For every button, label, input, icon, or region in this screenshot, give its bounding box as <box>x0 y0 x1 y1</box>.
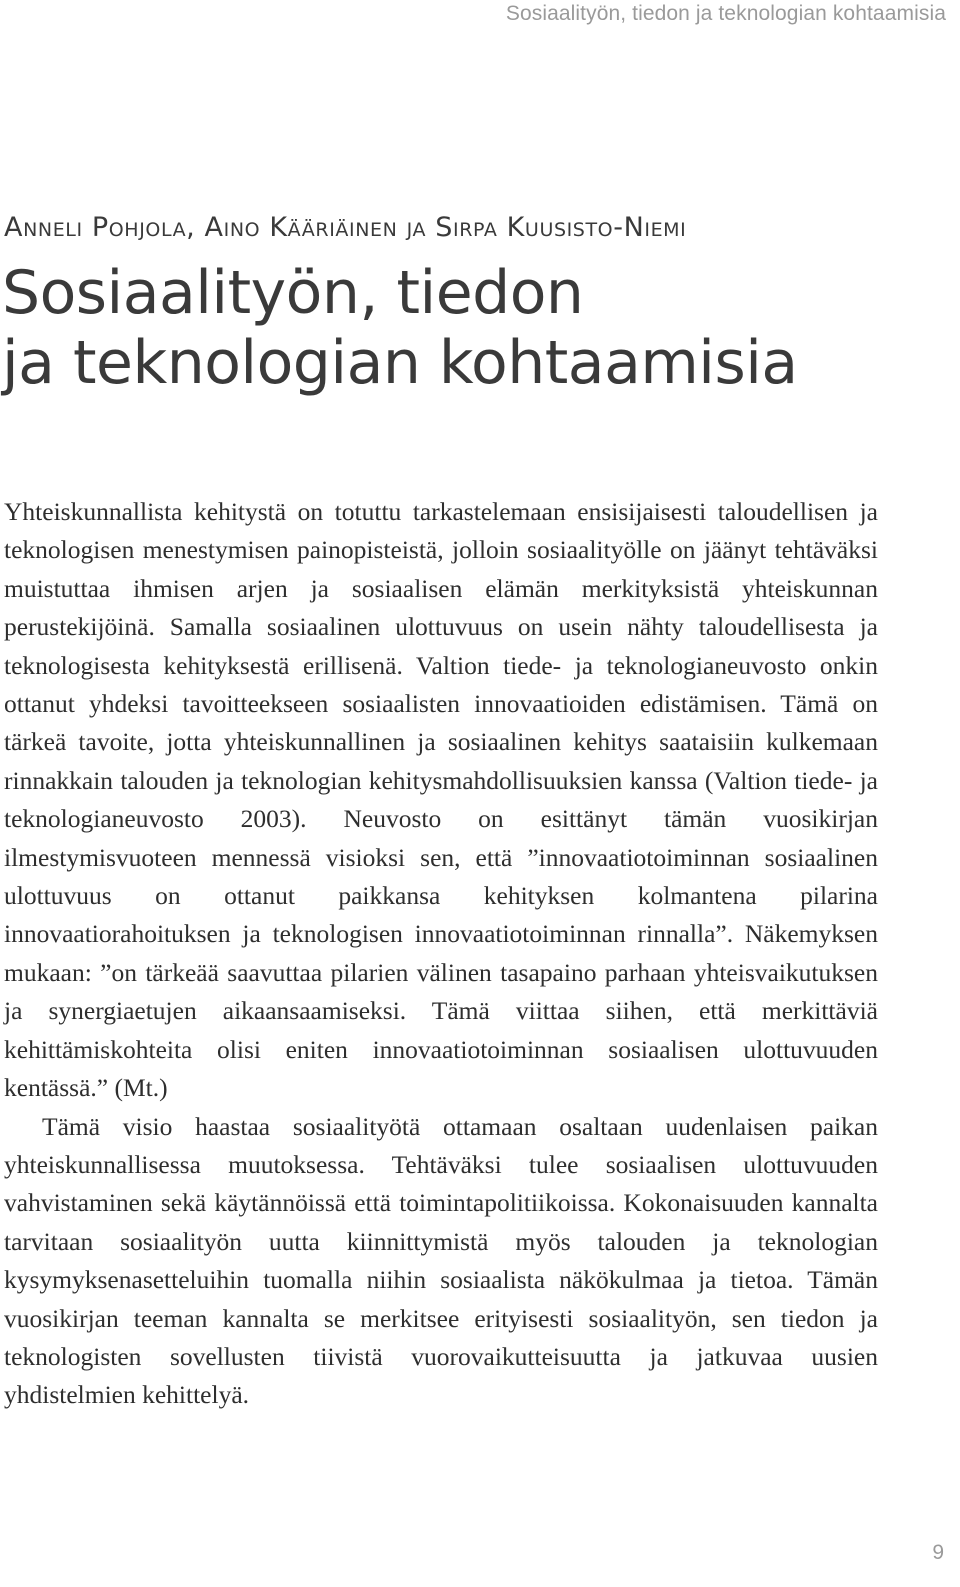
running-header: Sosiaalityön, tiedon ja teknologian kohtaamisia <box>505 2 946 25</box>
article-title-line-1: Sosiaalityön, tiedon <box>2 258 584 328</box>
article-title <box>2 258 798 398</box>
article-authors: Anneli Pohjola, Aino Kääriäinen ja Sirpa Kuusisto-Niemi <box>4 212 687 243</box>
page-number: 9 <box>932 1541 944 1564</box>
article-title-line-2: ja teknologian kohtaamisia <box>2 328 798 398</box>
body-paragraph-1: Yhteiskunnallista kehitystä on totuttu tarkastelemaan ensisijaisesti taloudellisen ja teknologisen menestymisen painopisteistä, jolloin sosiaalityölle on jäänyt tehtäväksi muistuttaa ihmisen arjen ja sosiaalisen elämän merkityksistä yhteiskunnan perustekijöinä. Samalla sosiaalinen ulottuvuus on usein nähty taloudellisesta ja teknologisesta kehityksestä erillisenä. Valtion tiede- ja teknologianeuvosto onkin ottanut yhdeksi tavoitteekseen sosiaalisten innovaatioiden edistämisen. Tämä on tärkeä tavoite, jotta yhteiskunnallinen ja sosiaalinen kehitys saataisiin kulkemaan rinnakkain talouden ja teknologian kehitysmahdollisuuksien kanssa (Valtion tiede- ja teknologianeuvosto 2003). Neuvosto on esittänyt tämän vuosikirjan ilmestymisvuoteen mennessä visioksi sen, että ”innovaatiotoiminnan sosiaalinen ulottuvuus on ottanut paikkansa kehityksen kolmantena pilarina innovaatiorahoituksen ja teknologisen innovaatiotoiminnan rinnalla”. Näkemyksen mukaan: ”on tärkeää saavuttaa pilarien välinen tasapaino parhaan yhteisvaikutuksen ja synergiaetujen aikaansaamiseksi. Tämä viittaa siihen, että merkittäviä kehittämiskohteita olisi eniten innovaatiotoiminnan sosiaalisen ulottuvuuden kentässä.” (Mt.) <box>4 497 878 1103</box>
article-body <box>4 493 878 1415</box>
body-paragraph-2: Tämä visio haastaa sosiaalityötä ottamaan osaltaan uudenlaisen paikan yhteiskunnallisessa muutoksessa. Tehtäväksi tulee sosiaalisen ulottuvuuden vahvistaminen sekä käytännöissä että toimintapolitiikoissa. Kokonaisuuden kannalta tarvitaan sosiaalityön uutta kiinnittymistä myös talouden ja teknologian kysymyksenasetteluihin tuomalla niihin sosiaalista näkökulmaa ja tietoa. Tämän vuosikirjan teeman kannalta se merkitsee erityisesti sosiaalityön, sen tiedon ja teknologisten sovellusten tiivistä vuorovaikutteisuutta ja jatkuvaa uusien yhdistelmien kehittelyä. <box>4 1111 878 1410</box>
